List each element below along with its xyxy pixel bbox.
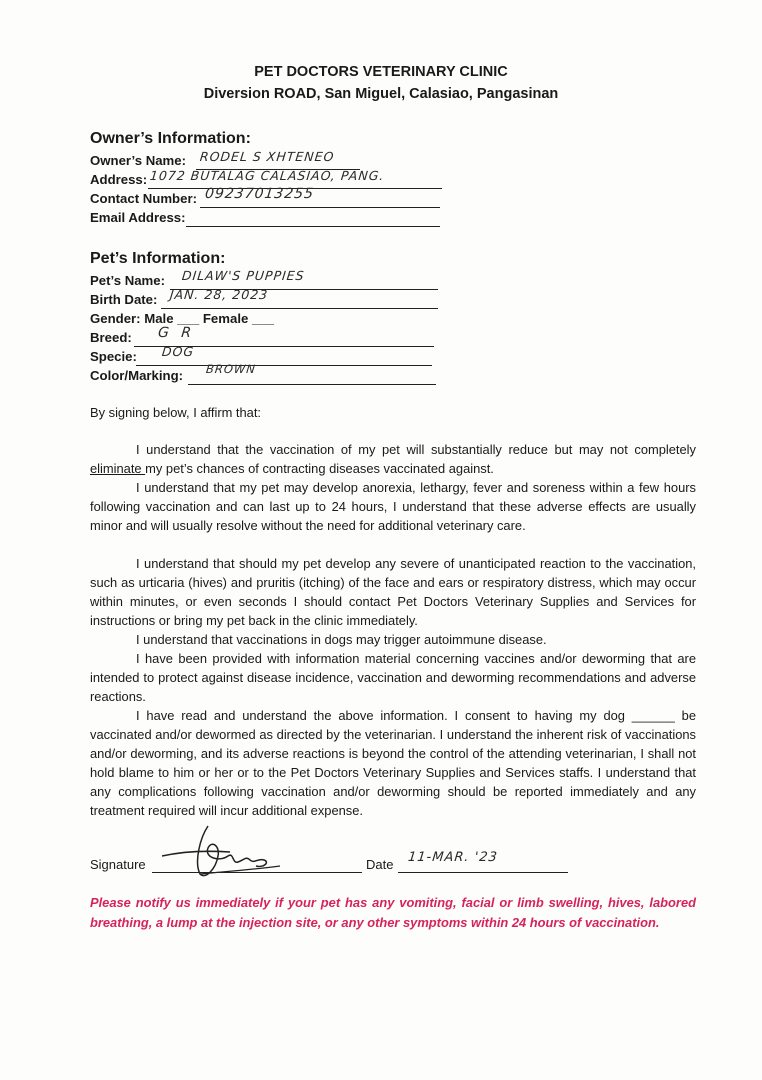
pet-name-label: Pet’s Name: — [90, 273, 166, 288]
owner-name-label: Owner’s Name: — [90, 153, 187, 168]
paragraph-1: I understand that the vaccination of my pet will substantially reduce but may not completely eliminate my pet’s chances of contracting diseases vaccinated against. — [90, 442, 696, 476]
owner-email-label: Email Address: — [90, 210, 186, 225]
owner-name-value[interactable]: RODEL S XHTENEO — [199, 149, 336, 164]
pet-birth-line — [161, 308, 438, 309]
pet-specie-label: Specie: — [90, 349, 137, 364]
pet-specie-line — [136, 365, 432, 366]
pet-color-value[interactable]: BROWN — [205, 362, 257, 376]
owner-address-label: Address: — [90, 172, 148, 187]
paragraph-5: I have been provided with information material concerning vaccines and/or deworming that are intended to protect against disease incidence, vaccination and deworming recommendations and adverse reactions. — [90, 651, 696, 704]
pet-birth-label: Birth Date: — [90, 292, 158, 307]
date-value[interactable]: 11-MAR. '23 — [407, 850, 499, 865]
pet-breed-label: Breed: — [90, 330, 132, 345]
signature-label: Signature — [90, 857, 146, 872]
pet-specie-value[interactable]: DOG — [161, 344, 195, 359]
owner-heading: Owner’s Information: — [90, 130, 251, 147]
pet-color-line — [188, 384, 436, 385]
signature-image[interactable] — [160, 822, 290, 882]
paragraph-4: I understand that vaccinations in dogs may trigger autoimmune disease. — [136, 632, 547, 647]
pet-birth-value[interactable]: JAN. 28, 2023 — [169, 287, 269, 302]
warning-notice: Please notify us immediately if your pet has any vomiting, facial or limb swelling, hives, labored breathing, a lump at the injection site, or any other symptoms within 24 hours of vaccination. — [90, 895, 696, 930]
clinic-address: Diversion ROAD, San Miguel, Calasiao, Pangasinan — [203, 86, 559, 102]
affirm-intro: By signing below, I affirm that: — [90, 405, 262, 420]
owner-contact-line — [200, 207, 440, 208]
paragraph-2: I understand that my pet may develop anorexia, lethargy, fever and soreness within a few hours following vaccination and can last up to 24 hours, I understand that these adverse effects are usually minor and will usually resolve without the need for additional veterinary care. — [90, 480, 696, 533]
owner-address-value[interactable]: 1072 BUTALAG CALASIAO, PANG. — [149, 168, 386, 183]
owner-contact-value[interactable]: 09237013255 — [204, 186, 315, 202]
paragraph-3: I understand that should my pet develop any severe of unanticipated reaction to the vaccination, such as urticaria (hives) and pruritis (itching) of the face and ears or respiratory distress, which may occur within minutes, or even seconds I should contact Pet Doctors Veterinary Supplies and Services for instructions or bring my pet back in the clinic immediately. — [90, 556, 696, 628]
pet-color-label: Color/Marking: — [90, 368, 184, 383]
owner-contact-label: Contact Number: — [90, 191, 197, 206]
paragraph-6: I have read and understand the above information. I consent to having my dog ______ be vaccinated and/or dewormed as directed by the veterinarian. I understand the inherent risk of vaccinations and/or deworming, and its adverse reactions is beyond the control of the attending veterinarian, I shall not hold blame to him or her or to the Pet Doctors Veterinary Supplies and Services staffs. I understand that any complications following vaccination and/or deworming should be reported immediately and any treatment required will incur additional expense. — [90, 708, 696, 818]
pet-breed-value[interactable]: G R — [157, 325, 196, 341]
date-line — [398, 872, 568, 873]
pet-gender-label: Gender: Male ___ Female ___ — [90, 311, 274, 326]
owner-email-line — [186, 226, 440, 227]
date-label: Date — [366, 857, 394, 872]
pet-heading: Pet’s Information: — [90, 250, 226, 267]
clinic-name: PET DOCTORS VETERINARY CLINIC — [254, 64, 508, 80]
pet-name-value[interactable]: DILAW'S PUPPIES — [181, 268, 306, 283]
